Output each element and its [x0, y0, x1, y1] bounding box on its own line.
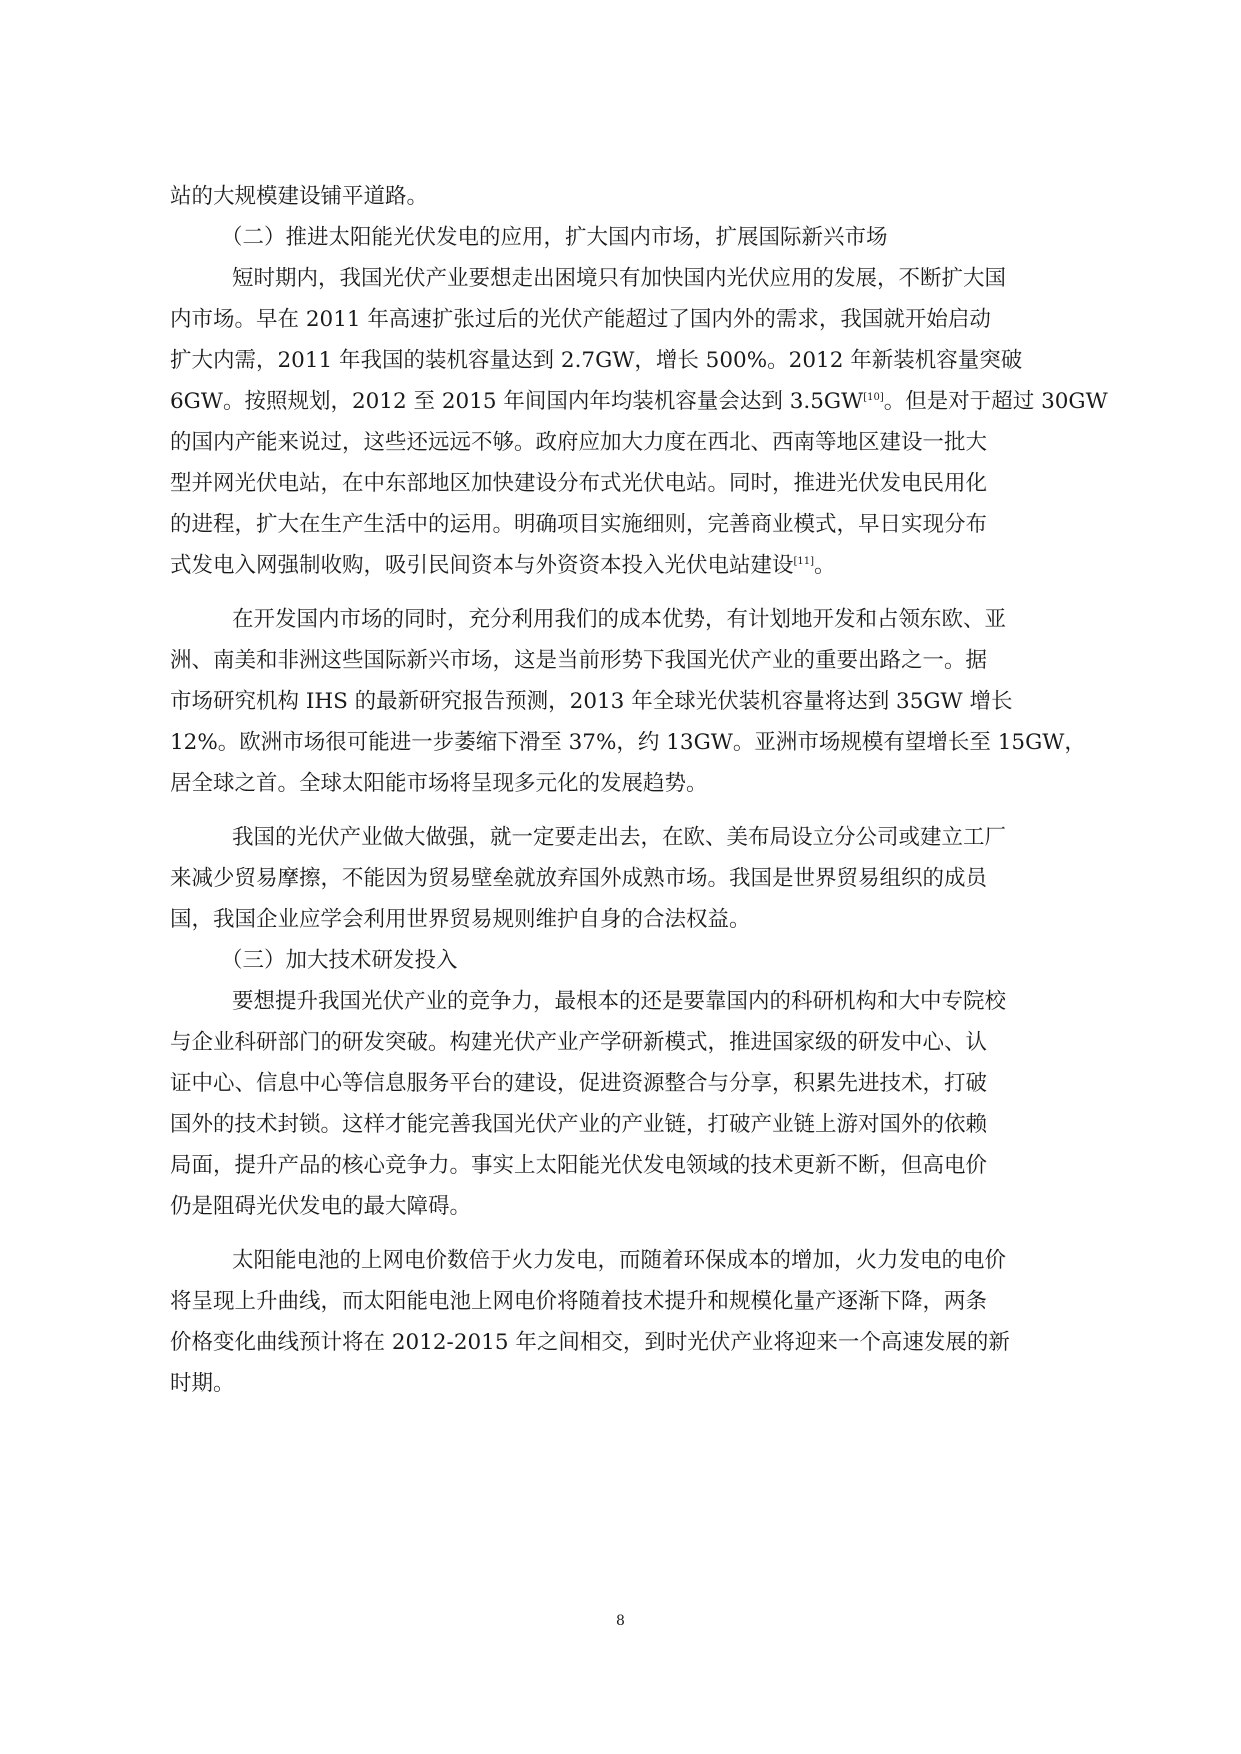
- paragraph-line: 将呈现上升曲线，而太阳能电池上网电价将随着技术提升和规模化量产逐渐下降，两条: [170, 1289, 988, 1314]
- section-heading-3: （三）加大技术研发投入: [221, 948, 458, 973]
- paragraph-line: 在开发国内市场的同时，充分利用我们的成本优势，有计划地开发和占领东欧、亚: [232, 607, 1007, 632]
- paragraph-line: 要想提升我国光伏产业的竞争力，最根本的还是要靠国内的科研机构和大中专院校: [232, 989, 1007, 1014]
- citation-ref: [10]: [863, 391, 884, 403]
- paragraph-line: 短时期内，我国光伏产业要想走出困境只有加快国内光伏应用的发展，不断扩大国: [232, 266, 1007, 291]
- page-number: 8: [616, 1613, 625, 1629]
- paragraph-line: 市场研究机构 IHS 的最新研究报告预测，2013 年全球光伏装机容量将达到 35GW 增长: [170, 689, 1013, 714]
- section-heading-2: （二）推进太阳能光伏发电的应用，扩大国内市场，扩展国际新兴市场: [221, 225, 888, 250]
- paragraph-line: [170, 545, 1116, 586]
- paragraph-line: 与企业科研部门的研发突破。构建光伏产业产学研新模式，推进国家级的研发中心、认: [170, 1030, 988, 1055]
- paragraph-line: 证中心、信息中心等信息服务平台的建设，促进资源整合与分享，积累先进技术，打破: [170, 1071, 988, 1096]
- paragraph-line: 站的大规模建设铺平道路。: [170, 184, 429, 209]
- paragraph-line: 局面，提升产品的核心竞争力。事实上太阳能光伏发电领域的技术更新不断，但高电价: [170, 1153, 988, 1178]
- line-text: 6GW。按照规划，2012 至 2015 年间国内年均装机容量会达到 3.5GW: [170, 389, 864, 414]
- line-text: 式发电入网强制收购，吸引民间资本与外资资本投入光伏电站建设: [170, 553, 794, 578]
- paragraph-line: 12%。欧洲市场很可能进一步萎缩下滑至 37%，约 13GW。亚洲市场规模有望增长至 15GW，: [170, 730, 1086, 755]
- line-text: 。但是对于超过 30GW: [883, 389, 1108, 414]
- body-text: [170, 176, 1116, 1404]
- paragraph-line: 居全球之首。全球太阳能市场将呈现多元化的发展趋势。: [170, 771, 708, 796]
- paragraph-line: 价格变化曲线预计将在 2012-2015 年之间相交，到时光伏产业将迎来一个高速发展的新: [170, 1330, 1010, 1355]
- paragraph-line: 来减少贸易摩擦，不能因为贸易壁垒就放弃国外成熟市场。我国是世界贸易组织的成员: [170, 866, 988, 891]
- paragraph-line: 洲、南美和非洲这些国际新兴市场，这是当前形势下我国光伏产业的重要出路之一。据: [170, 648, 988, 673]
- paragraph-line: 的国内产能来说过，这些还远远不够。政府应加大力度在西北、西南等地区建设一批大: [170, 430, 988, 455]
- paragraph-line: 国外的技术封锁。这样才能完善我国光伏产业的产业链，打破产业链上游对国外的依赖: [170, 1112, 988, 1137]
- paragraph-line: 仍是阻碍光伏发电的最大障碍。: [170, 1194, 472, 1219]
- line-text: 。: [814, 553, 836, 578]
- paragraph-line: [170, 381, 1116, 422]
- paragraph-line: 型并网光伏电站，在中东部地区加快建设分布式光伏电站。同时，推进光伏发电民用化: [170, 471, 988, 496]
- paragraph-line: 我国的光伏产业做大做强，就一定要走出去，在欧、美布局设立分公司或建立工厂: [232, 825, 1007, 850]
- paragraph-line: 太阳能电池的上网电价数倍于火力发电，而随着环保成本的增加，火力发电的电价: [232, 1248, 1007, 1273]
- paragraph-line: 时期。: [170, 1371, 235, 1396]
- citation-ref: [11]: [793, 555, 815, 567]
- paragraph-line: 国，我国企业应学会利用世界贸易规则维护自身的合法权益。: [170, 907, 751, 932]
- paragraph-line: 内市场。早在 2011 年高速扩张过后的光伏产能超过了国内外的需求，我国就开始启动: [170, 307, 991, 332]
- paragraph-line: 的进程，扩大在生产生活中的运用。明确项目实施细则，完善商业模式，早日实现分布: [170, 512, 988, 537]
- paragraph-line: 扩大内需，2011 年我国的装机容量达到 2.7GW，增长 500%。2012 年新装机容量突破: [170, 348, 1023, 373]
